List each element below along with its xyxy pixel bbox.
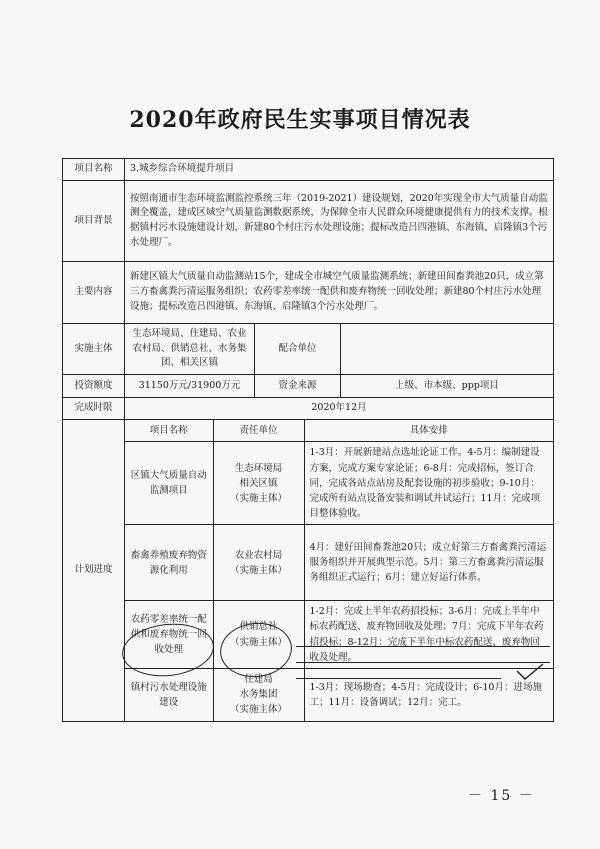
investment-value: 31150万元/31900万元 (125, 375, 255, 398)
plan-cell (125, 420, 554, 721)
page-title: 2020年政府民生实事项目情况表 (129, 107, 471, 133)
content-value: 新建区镇大气质量自动监测站15个，建成全市城空气质量监测系统；新建田间畜粪池20只，成立第三方畜禽粪污清运服务组织；农药零差率统一配供和废弃物统一回收处理；新建80个村庄污水处理设施；提标改造吕四港镇、东海镇、启隆镇3个污水处理厂。 (125, 262, 554, 324)
plan-row (125, 669, 553, 721)
pen-underline (296, 662, 550, 663)
implementer-value: 生态环境局、住建局、农业农村局、供销总社、水务集团、相关区镇 (125, 324, 255, 375)
background-value: 按照南通市生态环境监测监控系统三年（2019-2021）建设规划，2020年实现全市大气质量自动监测全覆盖，建成区域空气质量监测数据系统，为保障全市人民群众环境健康提供有力的技术支撑。根据镇村污水设施建设计划，新建80个村庄污水处理设施；提标改造吕四港镇、东海镇、启隆镇3个污水处理厂。 (125, 181, 554, 262)
plan-item-name: 畜禽养殖废弃物资源化利用 (125, 525, 213, 601)
deadline-value: 2020年12月 (125, 398, 554, 420)
plan-item-schedule: 1-3月：开展新建站点选址论证工作。4-5月：编制建设方案，完成方案专家论证；6-8月：完成招标，签订合同，完成各站点站房及配套设施的初步验收；9-10月：完成所有站点设备安装和调试并试运行；11月：完成项目整体验收。 (304, 442, 553, 525)
plan-header-row (125, 420, 553, 442)
plan-item-name: 农药零差率统一配供和废弃物统一回收处理 (125, 601, 213, 669)
fund-source-value: 上级、市本级、ppp项目 (341, 375, 554, 398)
row-deadline (63, 398, 554, 420)
plan-item-schedule: 1-2月：完成上半年农药招投标；3-6月：完成上半年中标农药配送、废弃物回收及处理；7月：完成下半年农药招投标；8-12月：完成下半年中标农药配送、废弃物回收及处理。 (304, 601, 553, 669)
plan-header-name: 项目名称 (125, 420, 213, 442)
row-investment (63, 375, 554, 398)
project-name-value: 3.城乡综合环境提升项目 (125, 159, 554, 181)
row-background (63, 181, 554, 262)
fund-source-label: 资金来源 (255, 375, 341, 398)
plan-label: 计划进度 (63, 420, 125, 721)
project-name-label: 项目名称 (63, 159, 125, 181)
plan-item-unit: 农业农村局 （实施主体） (213, 525, 304, 601)
row-content (63, 262, 554, 324)
plan-row (125, 442, 553, 525)
background-label: 项目背景 (63, 181, 125, 262)
page-number: － 15 － (468, 788, 535, 804)
coop-unit-label: 配合单位 (255, 324, 341, 375)
content-label: 主要内容 (63, 262, 125, 324)
plan-item-unit: 住建局 水务集团 （实施主体） (213, 669, 304, 721)
deadline-label: 完成时限 (63, 398, 125, 420)
plan-table (125, 420, 553, 720)
investment-label: 投资额度 (63, 375, 125, 398)
row-implementer (63, 324, 554, 375)
plan-item-unit: 生态环境局 相关区镇 （实施主体） (213, 442, 304, 525)
pen-underline (296, 678, 501, 679)
implementer-label: 实施主体 (63, 324, 125, 375)
plan-header-schedule: 具体安排 (304, 420, 553, 442)
plan-row (125, 525, 553, 601)
plan-item-name: 镇村污水处理设施建设 (125, 669, 213, 721)
plan-item-name: 区镇大气质量自动监测项目 (125, 442, 213, 525)
plan-header-unit: 责任单位 (213, 420, 304, 442)
pen-underline (296, 646, 550, 647)
plan-item-unit: 供销总社 （实施主体） (213, 601, 304, 669)
row-plan (63, 420, 554, 721)
coop-unit-value (341, 324, 554, 375)
row-project-name (63, 159, 554, 181)
plan-item-schedule: 4月：建好田间畜粪池20只；成立好第三方畜禽粪污清运服务组织并开展典型示范。5月：第三方畜禽粪污清运服务组织正式运行；6月：建立好运行体系。 (304, 525, 553, 601)
check-mark-icon (515, 662, 545, 682)
plan-item-schedule: 1-3月：现场勘查；4-5月：完成设计；6-10月：进场施工；11月：设备调试；12月：完工。 (304, 669, 553, 721)
